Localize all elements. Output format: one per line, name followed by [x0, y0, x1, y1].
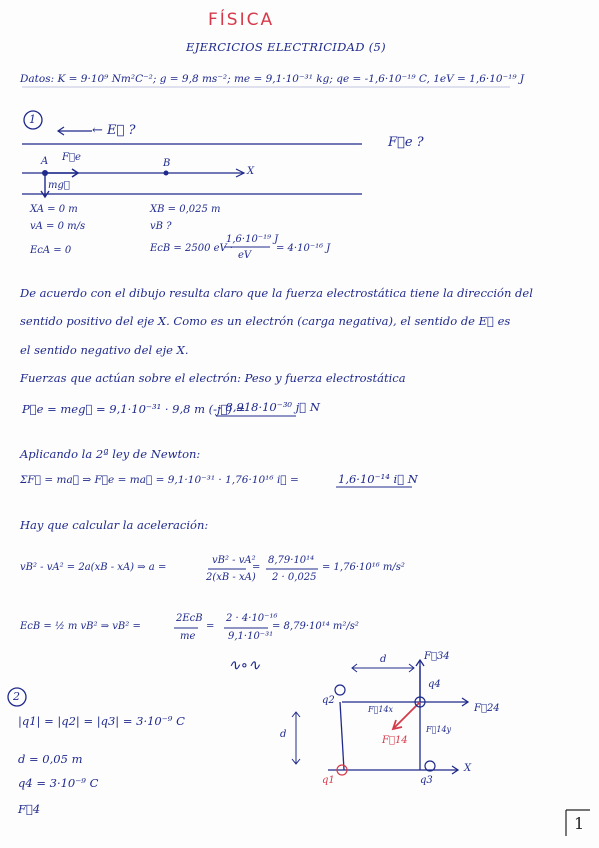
point-b: [164, 171, 169, 176]
ec-numerator-2: 2 · 4·10⁻¹⁶: [226, 613, 278, 624]
ex1-number: 1: [29, 113, 36, 126]
f14y-label: F⃗14y: [426, 725, 452, 734]
d-side-label: d: [280, 729, 287, 740]
ec-denominator-2: 9,1·10⁻³¹: [228, 631, 274, 642]
kin-numerator-2: 8,79·10¹⁴: [268, 555, 315, 566]
weight-equation: P⃗e = meg⃗ = 9,1·10⁻³¹ · 9,8 m (-j⃗) =: [22, 402, 246, 416]
ecb-numerator: 1,6·10⁻¹⁹ J: [226, 234, 279, 245]
square-left-side: [340, 702, 344, 770]
label-fe: F⃗e: [62, 152, 81, 163]
q4-diagram-label: q4: [428, 679, 441, 690]
kin-result: = 1,76·10¹⁶ m/s²: [322, 562, 405, 573]
f24-label: F⃗24: [474, 703, 500, 714]
x-axis-label: X: [464, 763, 472, 774]
q3-label: q3: [420, 775, 433, 786]
label-x: X: [247, 166, 255, 177]
para-line-1: De acuerdo con el dibujo resulta claro que la fuerza electrostática tiene la dirección del: [20, 286, 533, 300]
para-line-3: el sentido negativo del eje X.: [20, 343, 189, 357]
label-a: A: [41, 156, 49, 167]
fe-question: F⃗e ?: [388, 135, 424, 150]
f14x-label: F⃗14x: [368, 705, 394, 714]
ecb-denominator: eV: [238, 250, 252, 261]
kinematics-lhs: vB² - vA² = 2a(xB - xA) ⇒ a =: [20, 562, 167, 573]
q2-label: q2: [322, 695, 335, 706]
ex2-number: 2: [13, 690, 20, 703]
charges-magnitude: |q1| = |q2| = |q3| = 3·10⁻⁹ C: [18, 714, 185, 728]
page-subtitle: EJERCICIOS ELECTRICIDAD (5): [186, 40, 386, 54]
q4-value: q4 = 3·10⁻⁹ C: [18, 776, 99, 790]
newton-intro: Aplicando la 2ª ley de Newton:: [20, 447, 201, 461]
para-line-2: sentido positivo del eje X. Como es un electrón (carga negativa), el sentido de E⃗ es: [20, 314, 511, 328]
page-title: FÍSICA: [208, 10, 275, 30]
va-value: vA = 0 m/s: [30, 221, 86, 232]
vb-value: vB ?: [150, 221, 172, 232]
xb-value: XB = 0,025 m: [150, 204, 221, 215]
weight-result: - 8,918·10⁻³⁰ j⃗ N: [218, 400, 320, 414]
f34-label: F⃗34: [424, 651, 450, 662]
kin-denominator-1: 2(xB - xA): [206, 572, 256, 583]
section-separator: ∿∘∿: [228, 656, 261, 674]
d-top-label: d: [380, 654, 387, 665]
ec-denominator-1: me: [180, 631, 196, 642]
newton-result: 1,6·10⁻¹⁴ i⃗ N: [338, 472, 418, 486]
label-mg: mg⃗: [48, 180, 70, 191]
data-line: Datos: K = 9·10⁹ Nm²C⁻²; g = 9,8 ms⁻²; me = 9,1·10⁻³¹ kg; qe = -1,6·10⁻¹⁹ C, 1eV = 1,6·10⁻¹⁹ J: [20, 73, 525, 85]
ec-lhs: EcB = ½ m vB² ⇒ vB² =: [20, 621, 141, 632]
kin-denominator-2: 2 · 0,025: [272, 572, 317, 583]
ec-result: = 8,79·10¹⁴ m²/s²: [272, 621, 359, 632]
distance-value: d = 0,05 m: [18, 752, 83, 766]
f4-label: F⃗4: [18, 802, 41, 816]
f14-label: F⃗14: [382, 735, 408, 746]
charge-q2: [335, 685, 345, 695]
eca-value: EcA = 0: [30, 245, 72, 256]
ec-numerator-1: 2EcB: [176, 613, 203, 624]
newton-equation: ΣF⃗ = ma⃗ ⇒ F⃗e = ma⃗ = 9,1·10⁻³¹ · 1,76·10¹⁶ i⃗ =: [20, 474, 299, 486]
q1-label: q1: [322, 775, 335, 786]
kin-equals: =: [252, 562, 261, 573]
kin-numerator-1: vB² - vA²: [212, 555, 256, 566]
label-b: B: [163, 158, 171, 169]
e-field-question: ← E⃗ ?: [92, 123, 136, 138]
page-number: 1: [574, 814, 585, 833]
ec-equals: =: [206, 621, 215, 632]
forces-line: Fuerzas que actúan sobre el electrón: Peso y fuerza electrostática: [20, 371, 406, 385]
accel-intro: Hay que calcular la aceleración:: [20, 518, 209, 532]
ecb-prefix: EcB = 2500 eV ·: [150, 243, 234, 254]
ecb-result: = 4·10⁻¹⁶ J: [276, 243, 331, 254]
xa-value: XA = 0 m: [30, 204, 78, 215]
